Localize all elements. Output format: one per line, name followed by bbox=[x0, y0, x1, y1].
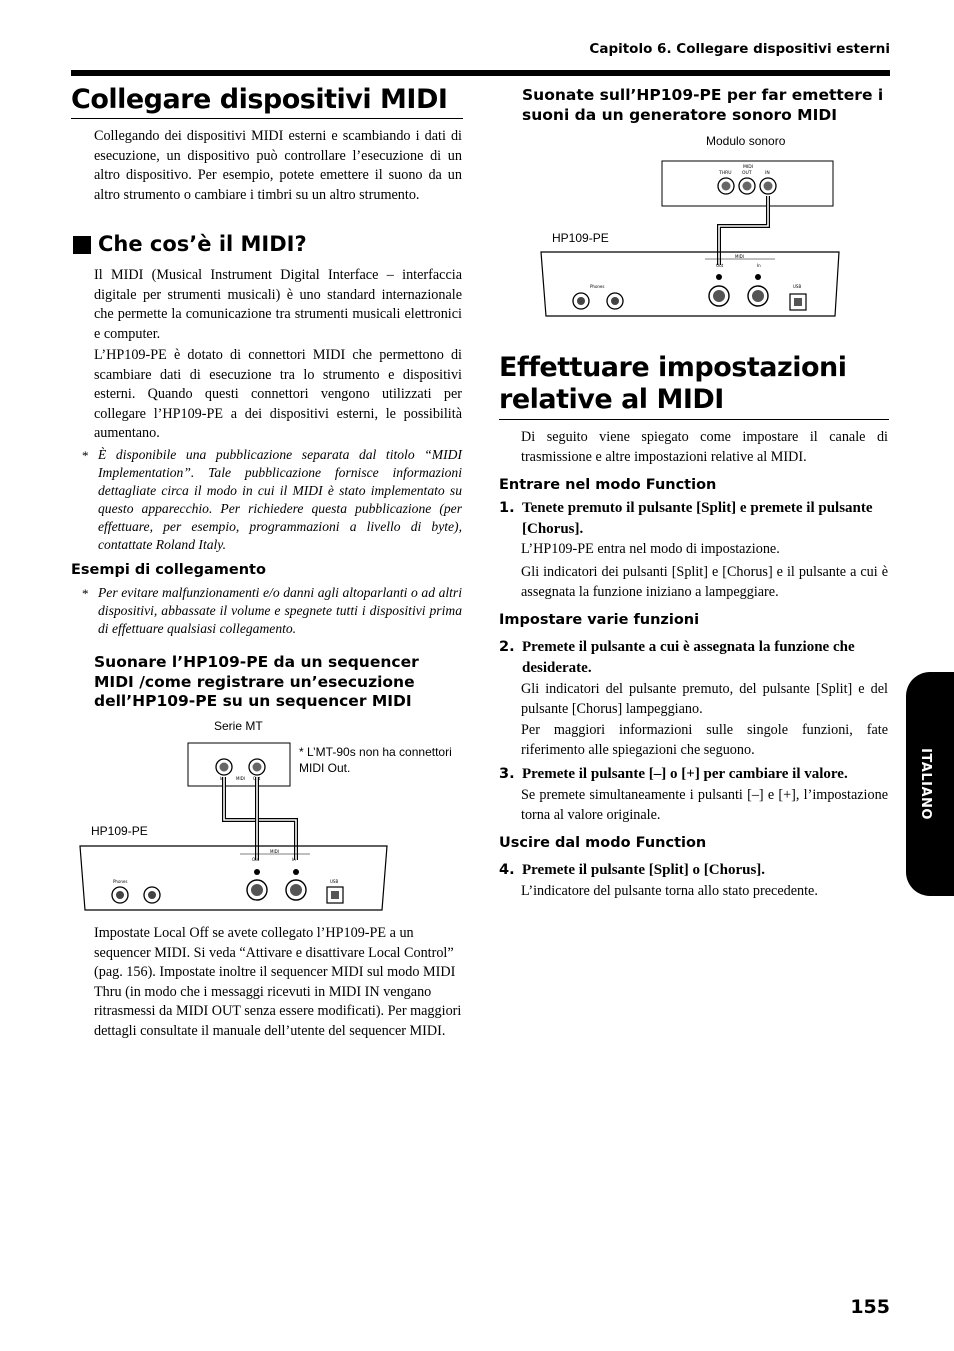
step-2-detail-b: Per maggiori informazioni sulle singole funzioni, fate riferimento alle spiegazioni che seguono. bbox=[521, 722, 888, 758]
step-4-detail: L’indicatore del pulsante torna allo stato precedente. bbox=[521, 883, 818, 899]
note-safety: Per evitare malfunzionamenti e/o danni agli altoparlanti o ad altri dispositivi, abbassate il volume e spegnete tutti i dispositivi prima di effettuare qualsiasi collegamento. bbox=[98, 585, 462, 636]
step-number: 4. bbox=[499, 862, 515, 878]
set-heading: Impostare varie funzioni bbox=[499, 612, 700, 628]
mini-out-label: Out bbox=[253, 776, 261, 781]
cable-plug-icon bbox=[293, 869, 299, 875]
usb-label: USB bbox=[330, 879, 339, 884]
module-thru-label: THRU bbox=[719, 171, 732, 176]
cable-plug-icon bbox=[755, 274, 761, 280]
device-note: * L’MT-90s non ha connettori MIDI Out. bbox=[299, 745, 452, 775]
enter-heading: Entrare nel modo Function bbox=[499, 477, 717, 493]
page-number: 155 bbox=[850, 1296, 890, 1318]
panel-midi-label: MIDI bbox=[735, 254, 744, 259]
section-heading: Che cos’è il MIDI? bbox=[98, 232, 307, 256]
midi-cable bbox=[224, 777, 296, 860]
settings-title-line2: relative al MIDI bbox=[499, 384, 724, 415]
step-3-detail: Se premete simultaneamente i pulsanti [–] e [+], l’impostazione torna al valore originale. bbox=[521, 787, 888, 823]
exit-heading: Uscire dal modo Function bbox=[499, 835, 707, 851]
module-out-label: OUT bbox=[742, 171, 752, 176]
panel-in-label: In bbox=[292, 857, 296, 862]
step-4: Premete il pulsante [Split] o [Chorus]. bbox=[522, 862, 766, 878]
midi-port-icon-inner bbox=[253, 763, 262, 772]
piano-label: HP109-PE bbox=[91, 824, 148, 838]
cable-plug-icon bbox=[716, 274, 722, 280]
step-3: Premete il pulsante [–] o [+] per cambiare il valore. bbox=[522, 766, 848, 782]
usb-label: USB bbox=[793, 284, 802, 289]
asterisk-icon: * bbox=[82, 586, 89, 601]
phones-label: Phones bbox=[590, 284, 605, 289]
step-1-detail-a: L’HP109-PE entra nel modo di impostazione. bbox=[521, 541, 780, 557]
mini-in-label: In bbox=[220, 776, 224, 781]
settings-title-rule bbox=[499, 419, 889, 420]
module-heading: Suonate sull’HP109-PE per far emettere i suoni da un generatore sonoro MIDI bbox=[522, 86, 884, 124]
examples-heading: Esempi di collegamento bbox=[71, 562, 266, 578]
module-midi-label: MIDI bbox=[743, 165, 754, 170]
step-number: 3. bbox=[499, 766, 515, 782]
panel-out-label: Out bbox=[252, 857, 260, 862]
phones-label: Phones bbox=[113, 879, 128, 884]
cable-plug-icon bbox=[254, 869, 260, 875]
device-label: Serie MT bbox=[214, 719, 263, 733]
step-2-detail-a: Gli indicatori del pulsante premuto, del pulsante [Split] e del pulsante [Chorus] lampeggiano. bbox=[521, 681, 888, 717]
mini-midi-label: MIDI bbox=[236, 776, 245, 781]
midi-paragraph-2: L’HP109-PE è dotato di connettori MIDI che permettono di scambiare dati di esecuzione tra lo strumento e dispositivi esterni. Quando questi connettori vengono utilizzati per collegare l’HP109-PE a dei dispositivi esterni, le possibilità aumentano. bbox=[94, 347, 462, 442]
midi-paragraph-1: Il MIDI (Musical Instrument Digital Interface – interfaccia digitale per strumenti musicali) è uno standard internazionale che permette la comunicazione tra strumenti musicali elettronici e computer. bbox=[94, 267, 462, 342]
step-number: 2. bbox=[499, 639, 515, 655]
chapter-header: Capitolo 6. Collegare dispositivi esterni bbox=[589, 41, 890, 57]
asterisk-icon: * bbox=[82, 448, 89, 463]
module-in-label: IN bbox=[765, 171, 770, 176]
settings-title bbox=[499, 352, 847, 416]
settings-intro: Di seguito viene spiegato come impostare il canale di trasmissione e altre impostazioni relative al MIDI. bbox=[521, 429, 888, 465]
sequencer-paragraph: Impostate Local Off se avete collegato l’HP109-PE a un sequencer MIDI. Si veda “Attivare e disattivare Local Control” (pag. 156). Impostate inoltre il sequencer MIDI sul modo MIDI Thru (in modo che i messaggi ricevuti in MIDI IN vengano ritrasmessi da MIDI OUT senza essere modificati). Per maggiori dettagli consultate il manuale dell’utente del sequencer MIDI. bbox=[94, 925, 462, 1039]
panel-in-label: In bbox=[757, 263, 761, 268]
language-tab-label: ITALIANO bbox=[918, 748, 933, 820]
step-2: Premete il pulsante a cui è assegnata la funzione che desiderate. bbox=[522, 639, 855, 676]
note-midi-implementation: È disponibile una pubblicazione separata dal titolo “MIDI Implementation”. Tale pubblicazione fornisce informazioni dettagliate circa il modo in cui il MIDI è stato implementato su questo apparecchio. Per richiedere questa pubblicazione (per effettuare, per esempio, programmazioni a livello di byte), contattate Roland Italy. bbox=[98, 447, 462, 552]
intro-paragraph: Collegando dei dispositivi MIDI esterni e scambiando i dati di esecuzione, un dispositivo può controllare l’esecuzione di un altro dispositivo. Per esempio, potete emettere il suono da un altro strumento o cambiare i timbri su un altro strumento. bbox=[94, 128, 462, 203]
step-1-detail-b: Gli indicatori dei pulsanti [Split] e [Chorus] e il pulsante a cui è assegnata la funzione iniziano a lampeggiare. bbox=[521, 564, 888, 600]
piano-label: HP109-PE bbox=[552, 231, 609, 245]
page-title: Collegare dispositivi MIDI bbox=[71, 84, 448, 115]
sequencer-heading: Suonare l’HP109-PE da un sequencer MIDI /come registrare un’esecuzione dell’HP109-PE su un sequencer MIDI bbox=[94, 653, 419, 710]
module-label: Modulo sonoro bbox=[706, 134, 786, 148]
panel-midi-label: MIDI bbox=[270, 849, 279, 854]
panel-out-label: Out bbox=[716, 263, 724, 268]
settings-title-line1: Effettuare impostazioni bbox=[499, 352, 847, 383]
midi-port-icon-inner bbox=[220, 763, 229, 772]
step-number: 1. bbox=[499, 500, 515, 516]
step-1: Tenete premuto il pulsante [Split] e premete il pulsante [Chorus]. bbox=[522, 500, 873, 537]
